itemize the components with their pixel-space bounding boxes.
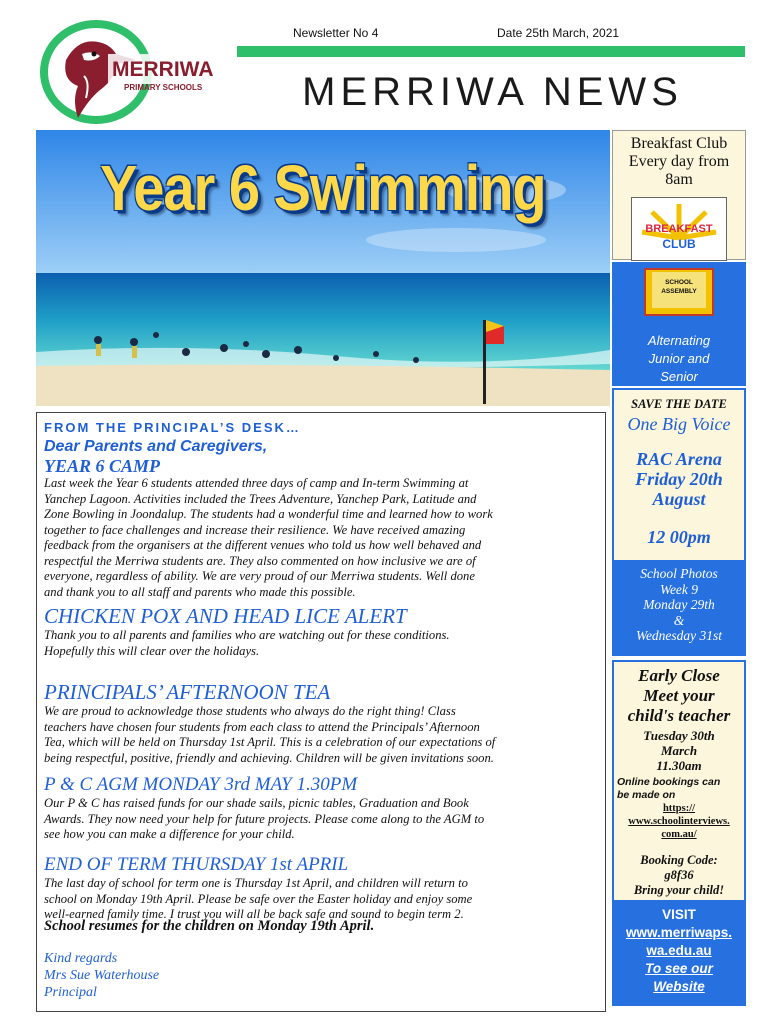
newsletter-number: Newsletter No 4	[293, 26, 379, 40]
photos-line: &	[673, 612, 685, 628]
visit-website-panel	[612, 902, 746, 1006]
heading-end-of-term: END OF TERM THURSDAY 1st APRIL	[44, 854, 349, 875]
early-close-panel	[612, 660, 746, 902]
paragraph-line: We are proud to acknowledge those students who always do the right thing! Class	[44, 704, 456, 718]
event-time: 12 00pm	[647, 527, 711, 547]
booking-code-line: g8f36	[664, 868, 694, 882]
logo-wordmark: MERRIWA	[112, 58, 214, 81]
online-line: be made on	[617, 789, 676, 801]
paragraph-line: Awards. They now need your help for future projects. Please come along to the AGM to	[44, 811, 485, 826]
link-line: https://	[662, 803, 696, 814]
end-of-term-paragraph	[44, 876, 604, 923]
paragraph-line: and thank you to all staff and parents who made this possible.	[44, 584, 356, 599]
paragraph-line: being respectful, positive, friendly and achieving. Children will be given invitations soon.	[44, 750, 494, 765]
early-close-detail: 11.30am	[656, 758, 702, 773]
breakfast-club-logo	[631, 197, 727, 261]
masthead-title: MERRIWA NEWS	[302, 70, 683, 114]
breakfast-logo-word: CLUB	[662, 237, 696, 251]
pc-agm-paragraph	[44, 796, 604, 843]
heading-pc-agm: P & C AGM MONDAY 3rd MAY 1.30PM	[44, 774, 358, 795]
newsletter-date: Date 25th March, 2021	[497, 26, 620, 40]
school-photos-panel	[612, 562, 746, 656]
paragraph-line: Last week the Year 6 students attended three days of camp and In-term Swimming at	[44, 476, 469, 490]
website-line: www.merriwaps.	[625, 925, 733, 940]
one-big-voice: One Big Voice	[627, 414, 731, 434]
heading-chicken-pox: CHICKEN POX AND HEAD LICE ALERT	[44, 604, 407, 628]
early-close-detail: Tuesday 30th	[643, 728, 715, 743]
signoff-line: Principal	[44, 985, 97, 1000]
paragraph-line: feedback from the organisers at the different venues who told us how well behaved and	[44, 538, 482, 552]
paragraph-line: Hopefully this will clear over the holidays.	[44, 643, 260, 658]
paragraph-line: respectful the Merriwa students are. They also commented on how inclusive we are of	[44, 553, 476, 568]
booking-code-line: Booking Code:	[640, 853, 718, 867]
breakfast-line: 8am	[665, 171, 693, 188]
paragraph-line: Zone Bowling in Joondalup. The students had a wonderful time and learned how to work	[44, 507, 493, 521]
section-kicker: FROM THE PRINCIPAL’S DESK…	[44, 420, 301, 435]
camp-paragraph	[44, 476, 604, 600]
breakfast-line: Every day from	[628, 153, 730, 170]
link-line: com.au/	[661, 829, 697, 840]
assembly-logo-word: ASSEMBLY	[661, 288, 697, 295]
assembly-panel	[612, 262, 746, 386]
paragraph-line: everyone, regardless of ability. We are very proud of our Merriwa students. Well done	[44, 569, 475, 583]
assembly-line: Junior and	[648, 351, 710, 366]
early-close-line: Meet your	[643, 686, 715, 705]
paragraph-line: The last day of school for term one is Thursday 1st April, and children will return to	[44, 876, 468, 890]
photos-line: School Photos	[640, 566, 718, 581]
website-line: wa.edu.au	[646, 943, 712, 958]
paragraph-line: Thank you to all parents and families who are watching out for these conditions.	[44, 628, 450, 642]
website-link[interactable]	[612, 924, 746, 960]
booking-code-line: Bring your child!	[633, 883, 725, 897]
booking-link[interactable]	[614, 802, 744, 841]
event-line: Friday 20th	[635, 469, 723, 489]
signoff-line: Mrs Sue Waterhouse	[44, 968, 160, 983]
greeting: Dear Parents and Caregivers,	[44, 438, 268, 455]
assembly-line: Senior	[660, 369, 698, 384]
breakfast-club-panel	[612, 130, 746, 260]
chicken-pox-paragraph	[44, 628, 604, 659]
photos-line: Monday 29th	[643, 597, 715, 612]
early-close-detail: March	[660, 743, 698, 758]
visit-label: VISIT	[662, 907, 696, 922]
heading-afternoon-tea: PRINCIPALS’ AFTERNOON TEA	[44, 680, 331, 704]
website-line: To see our	[645, 961, 713, 976]
paragraph-line: Our P & C has raised funds for our shade sails, picnic tables, Graduation and Book	[44, 796, 469, 810]
early-close-line: child's teacher	[627, 706, 731, 725]
paragraph-line: Yanchep Lagoon. Activities included the Trees Adventure, Yanchep Park, Latitude and	[44, 491, 477, 506]
header-divider	[237, 46, 745, 57]
save-the-date-panel	[612, 388, 746, 562]
signoff-line: Kind regards	[44, 951, 118, 966]
event-line: RAC Arena	[636, 449, 722, 469]
school-logo	[38, 20, 248, 128]
hero-title: Year 6 Swimming	[100, 151, 546, 224]
assembly-logo-word: SCHOOL	[665, 279, 693, 286]
heading-year6-camp: YEAR 6 CAMP	[44, 456, 161, 476]
paragraph-line: well-earned family time. I trust you will all be back safe and sound to begin term 2.	[44, 907, 464, 921]
paragraph-line: see how you can make a difference for your child.	[44, 827, 295, 841]
paragraph-line: together to face challenges and increase their resilience. We have received amazing	[44, 522, 466, 537]
logo-subtitle: PRIMARY SCHOOLS	[124, 83, 203, 92]
paragraph-line: teachers have chosen four students from each class to attend the Principals’ Afternoon	[44, 719, 480, 734]
link-line: www.schoolinterviews.	[628, 816, 730, 827]
online-line: Online bookings can	[617, 776, 721, 788]
see-our-website-link[interactable]	[612, 960, 746, 996]
website-line: Website	[653, 979, 705, 994]
early-close-line: Early Close	[638, 666, 720, 685]
signoff	[44, 950, 159, 1001]
assembly-line: Alternating	[647, 333, 711, 348]
event-line: August	[652, 489, 706, 509]
photos-line: Wednesday 31st	[635, 628, 723, 643]
photos-line: Week 9	[659, 581, 699, 597]
paragraph-line: Tea, which will be held on Thursday 1st April. This is a celebration of our expectations of	[44, 735, 496, 749]
school-resumes-note: School resumes for the children on Monday 19th April.	[44, 918, 375, 934]
save-the-date-label: SAVE THE DATE	[631, 397, 727, 411]
paragraph-line: school on Monday 19th April. Please be safe over the Easter holiday and enjoy some	[44, 891, 473, 906]
breakfast-logo-word: BREAKFAST	[645, 223, 713, 235]
breakfast-line: Breakfast Club	[630, 135, 728, 152]
assembly-logo	[644, 268, 714, 316]
afternoon-tea-paragraph	[44, 704, 604, 766]
